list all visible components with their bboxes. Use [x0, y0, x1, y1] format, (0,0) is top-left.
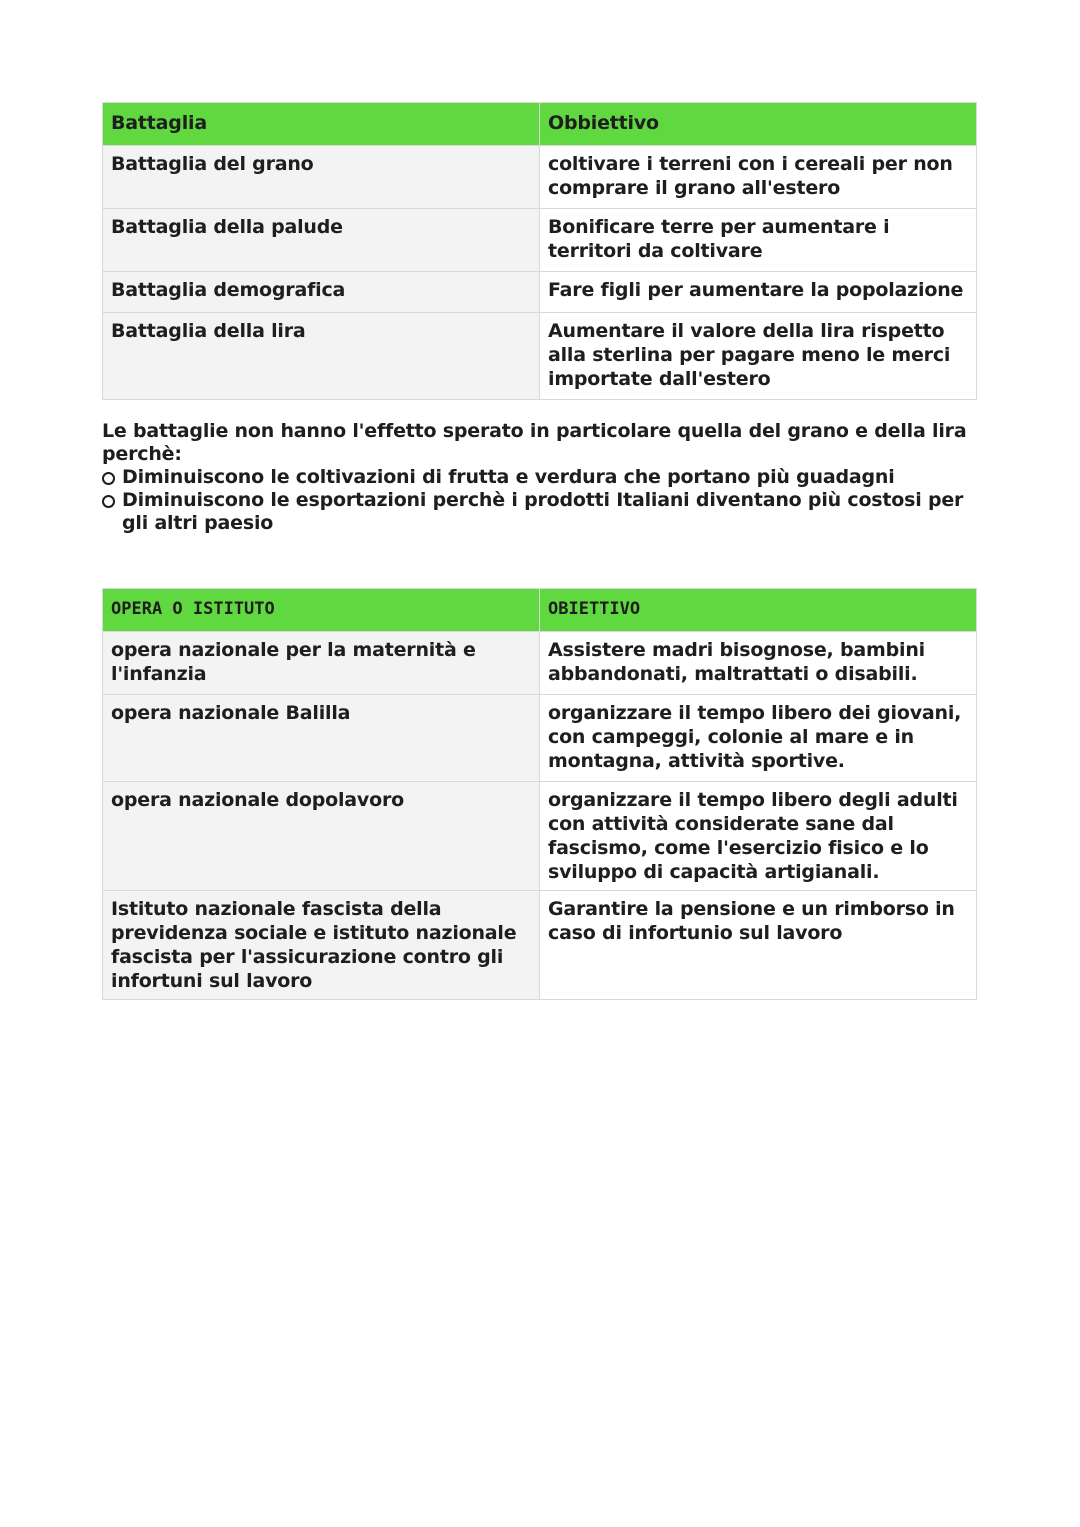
battaglia-cell: Battaglia della lira [103, 313, 540, 400]
circle-bullet-icon [102, 472, 115, 485]
opera-cell: opera nazionale Balilla [103, 695, 540, 782]
obbiettivo-cell: Bonificare terre per aumentare i territori da coltivare [540, 209, 977, 272]
header-obiettivo: OBIETTIVO [540, 589, 977, 632]
list-item [102, 489, 982, 535]
obbiettivo-cell: coltivare i terreni con i cereali per non comprare il grano all'estero [540, 146, 977, 209]
battaglie-table [102, 102, 977, 400]
list-item-text: Diminuiscono le coltivazioni di frutta e verdura che portano più guadagni [122, 466, 895, 488]
table-row [103, 632, 977, 695]
table-row [103, 209, 977, 272]
note-list [102, 466, 982, 535]
obiettivo-cell: Garantire la pensione e un rimborso in caso di infortunio sul lavoro [540, 891, 977, 1000]
obiettivo-cell: organizzare il tempo libero degli adulti con attività considerate sane dal fascismo, come l'esercizio fisico e lo sviluppo di capacità artigianali. [540, 782, 977, 891]
table-row [103, 782, 977, 891]
battaglia-cell: Battaglia del grano [103, 146, 540, 209]
obbiettivo-cell: Aumentare il valore della lira rispetto alla sterlina per pagare meno le merci importate dall'estero [540, 313, 977, 400]
table-row [103, 146, 977, 209]
obiettivo-cell: organizzare il tempo libero dei giovani, con campeggi, colonie al mare e in montagna, attività sportive. [540, 695, 977, 782]
note-intro: Le battaglie non hanno l'effetto sperato in particolare quella del grano e della lira perchè: [102, 420, 967, 465]
table-header-row [103, 103, 977, 146]
table-row [103, 695, 977, 782]
obiettivo-cell: Assistere madri bisognose, bambini abbandonati, maltrattati o disabili. [540, 632, 977, 695]
table-row [103, 891, 977, 1000]
obbiettivo-cell: Fare figli per aumentare la popolazione [540, 272, 977, 313]
header-opera-istituto: OPERA O ISTITUTO [103, 589, 540, 632]
table-row [103, 313, 977, 400]
header-obbiettivo: Obbiettivo [540, 103, 977, 146]
header-battaglia: Battaglia [103, 103, 540, 146]
battaglia-cell: Battaglia demografica [103, 272, 540, 313]
list-item [102, 466, 982, 489]
opere-table [102, 588, 977, 1000]
opera-cell: opera nazionale dopolavoro [103, 782, 540, 891]
circle-bullet-icon [102, 495, 115, 508]
opera-cell: opera nazionale per la maternità e l'infanzia [103, 632, 540, 695]
note-paragraph [102, 420, 982, 535]
battaglia-cell: Battaglia della palude [103, 209, 540, 272]
opera-cell: Istituto nazionale fascista della previdenza sociale e istituto nazionale fascista per l'assicurazione contro gli infortuni sul lavoro [103, 891, 540, 1000]
table-header-row [103, 589, 977, 632]
table-row [103, 272, 977, 313]
list-item-text: Diminuiscono le esportazioni perchè i prodotti Italiani diventano più costosi per gli altri paesio [122, 489, 964, 534]
